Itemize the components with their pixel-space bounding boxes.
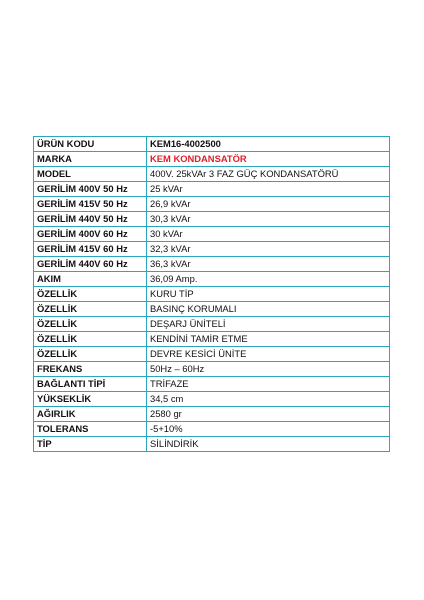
spec-label: ÖZELLİK <box>34 332 147 347</box>
spec-value: 32,3 kVAr <box>147 242 390 257</box>
spec-label: GERİLİM 415V 50 Hz <box>34 197 147 212</box>
spec-label: BAĞLANTI TİPİ <box>34 377 147 392</box>
spec-label: FREKANS <box>34 362 147 377</box>
spec-row <box>34 332 390 347</box>
spec-value: 36,09 Amp. <box>147 272 390 287</box>
spec-label: GERİLİM 415V 60 Hz <box>34 242 147 257</box>
spec-value: 50Hz – 60Hz <box>147 362 390 377</box>
spec-label: AĞIRLIK <box>34 407 147 422</box>
spec-value: DEŞARJ ÜNİTELİ <box>147 317 390 332</box>
spec-row <box>34 272 390 287</box>
spec-row <box>34 182 390 197</box>
spec-row <box>34 227 390 242</box>
spec-value: BASINÇ KORUMALI <box>147 302 390 317</box>
spec-row <box>34 377 390 392</box>
spec-value: KEM16-4002500 <box>147 137 390 152</box>
spec-row <box>34 242 390 257</box>
spec-value: 400V. 25kVAr 3 FAZ GÜÇ KONDANSATÖRÜ <box>147 167 390 182</box>
spec-table-body <box>34 137 390 452</box>
brand-name-value: KEM KONDANSATÖR <box>147 152 390 167</box>
spec-row <box>34 407 390 422</box>
spec-row <box>34 347 390 362</box>
spec-value: 30 kVAr <box>147 227 390 242</box>
spec-label: ÖZELLİK <box>34 347 147 362</box>
spec-value: 30,3 kVAr <box>147 212 390 227</box>
spec-value: 36,3 kVAr <box>147 257 390 272</box>
spec-label: ÖZELLİK <box>34 287 147 302</box>
spec-label: ÜRÜN KODU <box>34 137 147 152</box>
spec-row <box>34 302 390 317</box>
spec-value: 26,9 kVAr <box>147 197 390 212</box>
spec-row <box>34 362 390 377</box>
spec-label: GERİLİM 400V 60 Hz <box>34 227 147 242</box>
spec-value: DEVRE KESİCİ ÜNİTE <box>147 347 390 362</box>
spec-value: TRİFAZE <box>147 377 390 392</box>
spec-label: AKIM <box>34 272 147 287</box>
spec-value: 34,5 cm <box>147 392 390 407</box>
product-spec-table <box>33 136 390 452</box>
spec-label: GERİLİM 400V 50 Hz <box>34 182 147 197</box>
spec-row <box>34 137 390 152</box>
spec-value: SİLİNDİRİK <box>147 437 390 452</box>
spec-value: KENDİNİ TAMİR ETME <box>147 332 390 347</box>
spec-label: ÖZELLİK <box>34 317 147 332</box>
spec-row <box>34 257 390 272</box>
spec-value: KURU TİP <box>147 287 390 302</box>
spec-value: 2580 gr <box>147 407 390 422</box>
spec-label: GERİLİM 440V 60 Hz <box>34 257 147 272</box>
spec-label: MODEL <box>34 167 147 182</box>
spec-label: MARKA <box>34 152 147 167</box>
spec-label: GERİLİM 440V 50 Hz <box>34 212 147 227</box>
spec-row <box>34 437 390 452</box>
spec-value: -5+10% <box>147 422 390 437</box>
spec-row <box>34 212 390 227</box>
spec-row <box>34 392 390 407</box>
spec-label: YÜKSEKLİK <box>34 392 147 407</box>
spec-row <box>34 167 390 182</box>
spec-row <box>34 422 390 437</box>
spec-row <box>34 317 390 332</box>
spec-label: TOLERANS <box>34 422 147 437</box>
spec-value: 25 kVAr <box>147 182 390 197</box>
spec-label: TİP <box>34 437 147 452</box>
spec-row <box>34 197 390 212</box>
spec-label: ÖZELLİK <box>34 302 147 317</box>
spec-row <box>34 287 390 302</box>
spec-row <box>34 152 390 167</box>
